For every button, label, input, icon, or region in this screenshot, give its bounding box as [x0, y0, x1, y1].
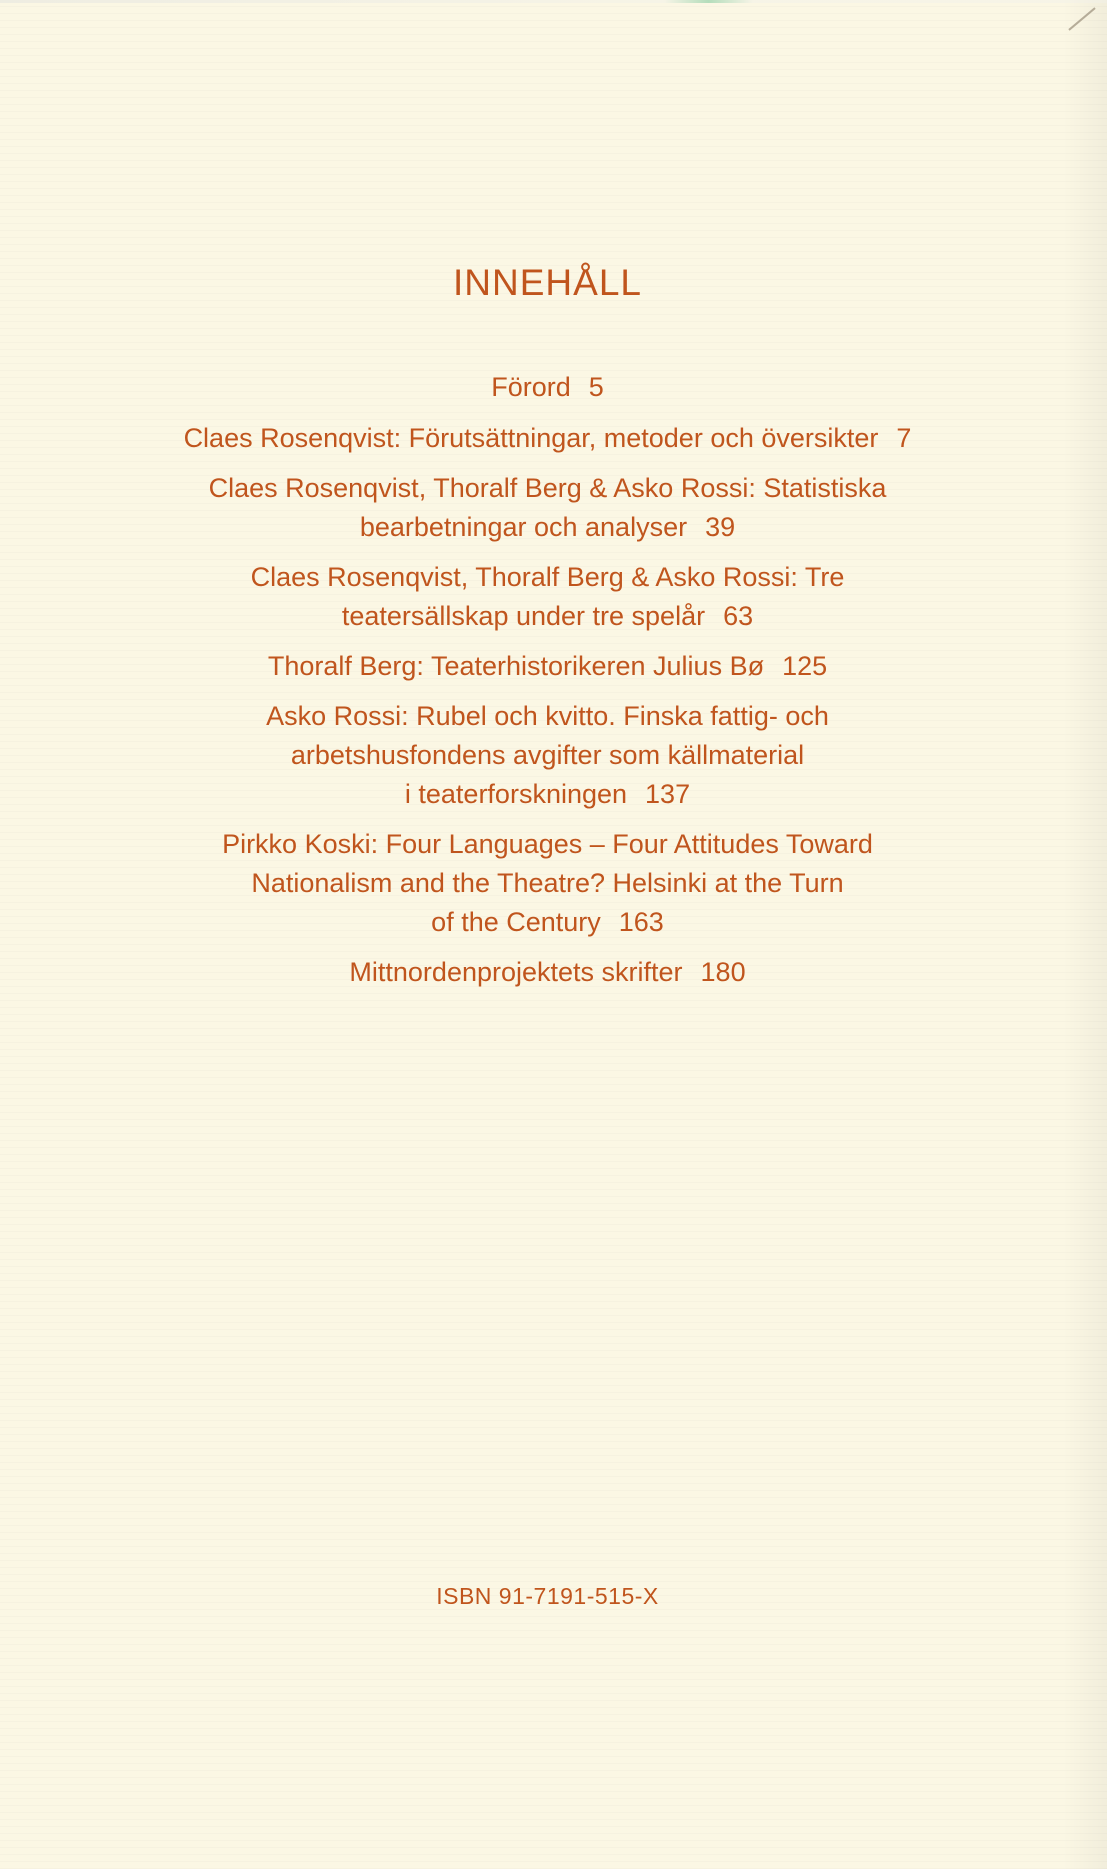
toc-entry — [0, 647, 1095, 686]
toc-page-number: 180 — [700, 957, 746, 987]
toc-entry-text: Mittnordenprojektets skrifter — [349, 957, 683, 987]
toc-entry — [0, 697, 1095, 814]
toc-list — [0, 368, 1095, 992]
toc-entry-text: bearbetningar och analyser — [359, 512, 688, 542]
toc-entry-line — [0, 368, 1095, 407]
toc-page-number: 125 — [782, 651, 828, 681]
corner-crease-mark — [1068, 7, 1095, 30]
toc-entry — [0, 558, 1095, 636]
toc-entry-text: Thoralf Berg: Teaterhistorikeren Julius Bø — [267, 651, 765, 681]
toc-entry-text: Claes Rosenqvist: Förutsättningar, metoder och översikter — [183, 423, 879, 453]
toc-entry-line: Claes Rosenqvist, Thoralf Berg & Asko Rossi: Tre — [250, 562, 845, 592]
page-top-edge — [0, 0, 1107, 3]
toc-entry — [0, 953, 1095, 992]
toc-entry-line — [0, 647, 1095, 686]
toc-entry-line: Claes Rosenqvist, Thoralf Berg & Asko Rossi: Statistiska — [208, 473, 887, 503]
isbn-number: ISBN 91-7191-515-X — [436, 1583, 659, 1609]
toc-entry — [0, 469, 1095, 547]
toc-page-number: 63 — [723, 601, 754, 631]
toc-entry-line — [0, 419, 1095, 458]
toc-entry-line — [0, 775, 1095, 814]
toc-entry-text: Förord — [491, 372, 571, 402]
toc-entry — [0, 419, 1095, 458]
toc-entry-text: of the Century — [431, 907, 601, 937]
toc-entry-line — [0, 508, 1095, 547]
toc-page-number: 163 — [618, 907, 664, 937]
toc-entry-line: Nationalism and the Theatre? Helsinki at the Turn — [251, 868, 844, 898]
toc-entry-text: teatersällskap under tre spelår — [341, 601, 706, 631]
toc-entry-line — [0, 953, 1095, 992]
toc-entry-line: Pirkko Koski: Four Languages – Four Attitudes Toward — [222, 829, 873, 859]
toc-entry — [0, 368, 1095, 407]
toc-page-number: 5 — [588, 372, 604, 402]
toc-page-number: 39 — [705, 512, 736, 542]
toc-entry-text: i teaterforskningen — [404, 779, 628, 809]
toc-heading: INNEHÅLL — [453, 262, 642, 303]
toc-entry-line — [0, 903, 1095, 942]
toc-page-number: 137 — [645, 779, 691, 809]
toc-entry-line — [0, 597, 1095, 636]
toc-entry-line: Asko Rossi: Rubel och kvitto. Finska fattig- och — [266, 701, 829, 731]
toc-entry — [0, 825, 1095, 942]
toc-page-number: 7 — [896, 423, 912, 453]
toc-entry-line: arbetshusfondens avgifter som källmaterial — [290, 740, 805, 770]
